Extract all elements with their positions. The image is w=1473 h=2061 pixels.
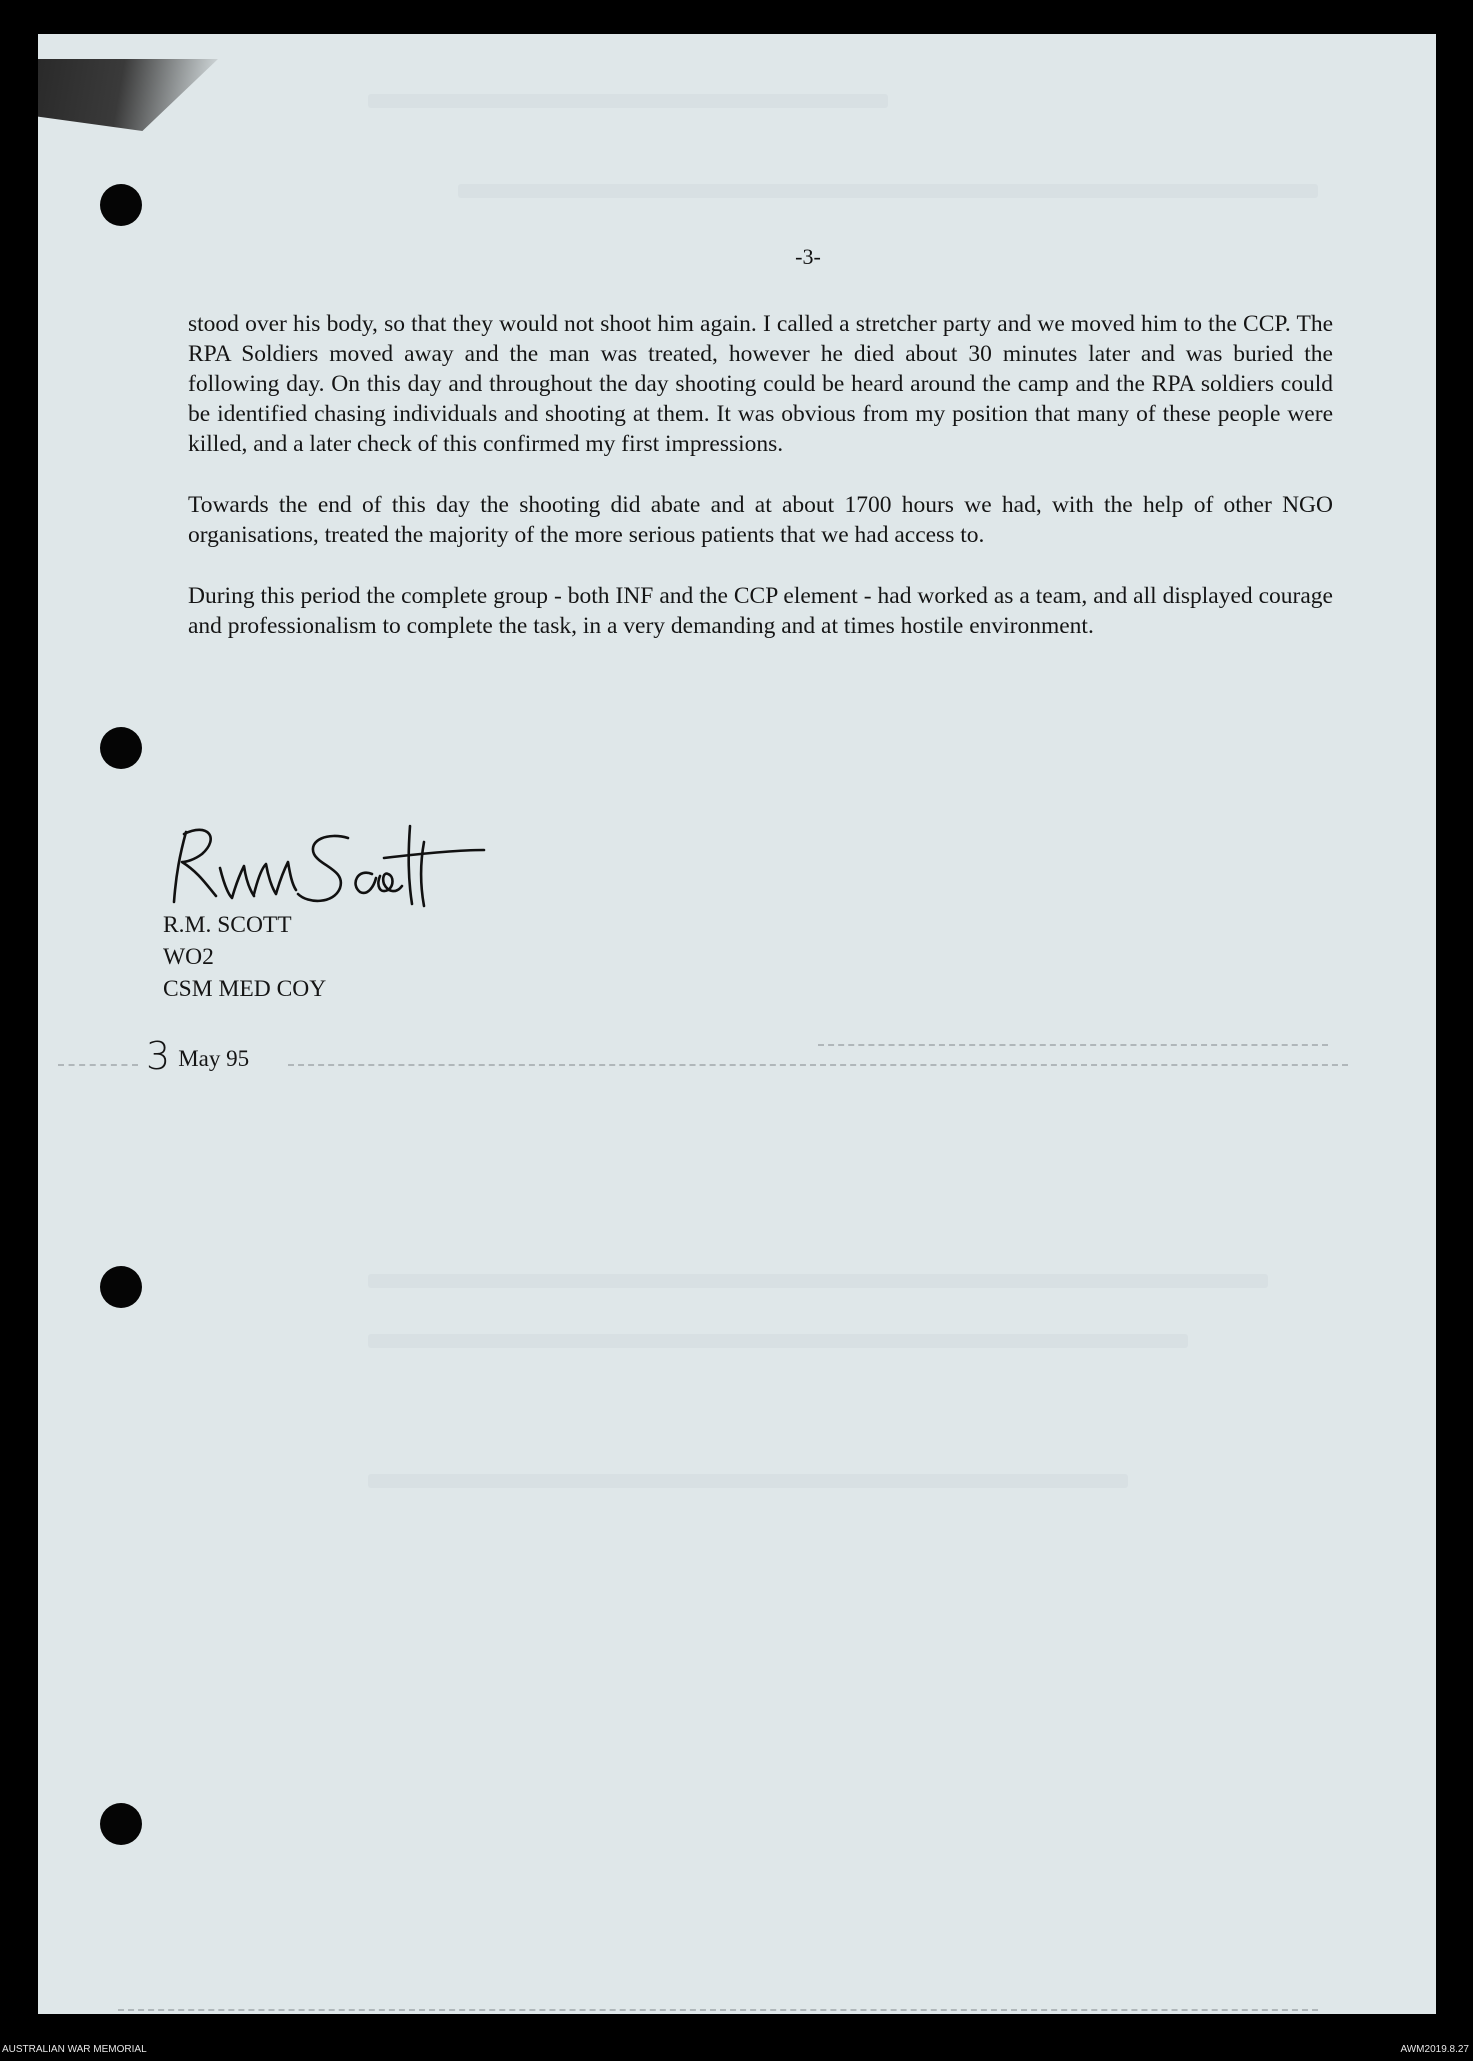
document-page [38,34,1436,2014]
show-through-mark [368,94,888,108]
date-month-year: May 95 [178,1046,250,1071]
punch-hole [100,1266,142,1308]
signatory-position: CSM MED COY [163,976,327,1002]
scan-artifact-line [58,1064,138,1066]
signature-block [163,909,326,1005]
show-through-mark [368,1274,1268,1288]
show-through-mark [368,1334,1188,1348]
punch-hole [100,1803,142,1845]
scan-artifact-line [818,1044,1328,1046]
paragraph-3: During this period the complete group - both INF and the CCP element - had worked as a team, and all displayed courage and professionalism to complete the task, in a very demanding and at times hostile environment. [188,583,1333,639]
corner-smudge [38,59,218,131]
show-through-mark [458,184,1318,198]
signatory-name: R.M. SCOTT [163,912,292,938]
page-number: -3- [795,244,821,269]
punch-hole [100,184,142,226]
signatory-rank: WO2 [163,944,214,970]
letter-body [188,309,1333,672]
date-day-handwritten: 3 [146,1034,171,1078]
date-line [146,1034,249,1078]
punch-hole [100,727,142,769]
show-through-mark [368,1474,1128,1488]
paragraph-2: Towards the end of this day the shooting did abate and at about 1700 hours we had, with the help of other NGO organisations, treated the majority of the more serious patients that we had access to. [188,492,1333,548]
paragraph-1: stood over his body, so that they would not shoot him again. I called a stretcher party and we moved him to the CCP. The RPA Soldiers moved away and the man was treated, however he died about 30 minutes later and was buried the following day. On this day and throughout the day shooting could be heard around the camp and the RPA soldiers could be identified chasing individuals and shooting at them. It was obvious from my position that many of these people were killed, and a later check of this confirmed my first impressions. [188,311,1333,457]
scan-artifact-line [118,2009,1318,2011]
archive-label: AUSTRALIAN WAR MEMORIAL [2,2044,147,2055]
archive-reference: AWM2019.8.27 [1400,2044,1469,2055]
scan-artifact-line [288,1064,1348,1066]
handwritten-signature [158,814,488,914]
